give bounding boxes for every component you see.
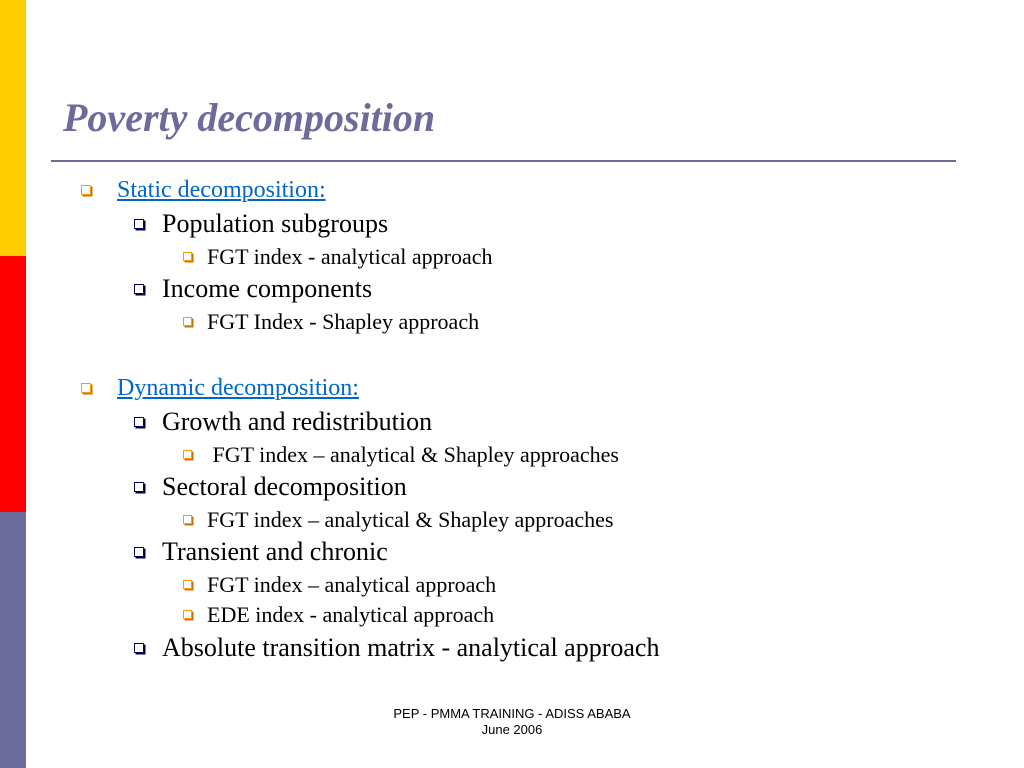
outline-item-label: FGT index - analytical approach xyxy=(207,244,493,269)
square-bullet-icon xyxy=(183,580,192,589)
outline-item-label: FGT index – analytical & Shapley approaches xyxy=(207,442,619,467)
outline-item-label: Absolute transition matrix - analytical approach xyxy=(162,633,660,662)
outline-item-dynamic-decomposition[interactable] xyxy=(117,374,359,402)
square-bullet-icon xyxy=(183,252,192,261)
square-bullet-icon xyxy=(81,185,91,195)
square-bullet-icon xyxy=(183,610,192,619)
outline-item-income-components xyxy=(162,275,372,303)
slide-title: Poverty decomposition xyxy=(63,95,436,140)
footer-date: June 2006 xyxy=(481,722,543,737)
outline-item-transition-matrix xyxy=(162,634,659,662)
square-bullet-icon xyxy=(183,450,192,459)
outline-item-transient-ede xyxy=(207,603,494,627)
outline-item-sectoral-decomposition xyxy=(162,473,407,501)
side-bar-red-segment xyxy=(0,256,26,512)
square-bullet-icon xyxy=(134,643,144,653)
square-bullet-icon xyxy=(183,317,192,326)
square-bullet-icon xyxy=(134,219,144,229)
square-bullet-icon xyxy=(134,284,144,294)
square-bullet-icon xyxy=(183,515,192,524)
outline-item-label: Transient and chronic xyxy=(162,537,388,566)
outline-item-static-decomposition[interactable] xyxy=(117,176,326,204)
outline-item-label: Sectoral decomposition xyxy=(162,472,407,501)
outline-item-label: Income components xyxy=(162,274,373,303)
square-bullet-icon xyxy=(134,482,144,492)
side-bar-yellow-segment xyxy=(0,0,26,256)
outline-item-population-subgroups xyxy=(162,210,388,238)
outline-item-label: EDE index - analytical approach xyxy=(207,602,495,627)
outline-item-sectoral-fgt xyxy=(207,508,613,532)
outline-item-population-fgt xyxy=(207,245,493,269)
outline-item-growth-fgt xyxy=(207,443,619,467)
outline-item-label: Population subgroups xyxy=(162,209,389,238)
outline-item-transient-fgt xyxy=(207,573,496,597)
footer-event: PEP - PMMA TRAINING - ADISS ABABA xyxy=(393,706,631,721)
outline-item-growth-redistribution xyxy=(162,408,432,436)
dynamic-decomposition-link[interactable]: Dynamic decomposition: xyxy=(117,375,359,401)
outline-item-label: FGT index – analytical & Shapley approaches xyxy=(207,507,614,532)
outline-item-label: FGT index – analytical approach xyxy=(207,572,497,597)
side-bar-purple-segment xyxy=(0,512,26,768)
outline-item-label: FGT Index - Shapley approach xyxy=(207,309,480,334)
square-bullet-icon xyxy=(134,547,144,557)
outline-item-transient-chronic xyxy=(162,538,388,566)
title-underline-rule xyxy=(51,160,956,162)
outline-item-income-fgt xyxy=(207,310,479,334)
square-bullet-icon xyxy=(134,417,144,427)
slide-footer xyxy=(312,706,712,738)
outline-item-label: Growth and redistribution xyxy=(162,407,433,436)
static-decomposition-link[interactable]: Static decomposition: xyxy=(117,177,326,203)
square-bullet-icon xyxy=(81,383,91,393)
